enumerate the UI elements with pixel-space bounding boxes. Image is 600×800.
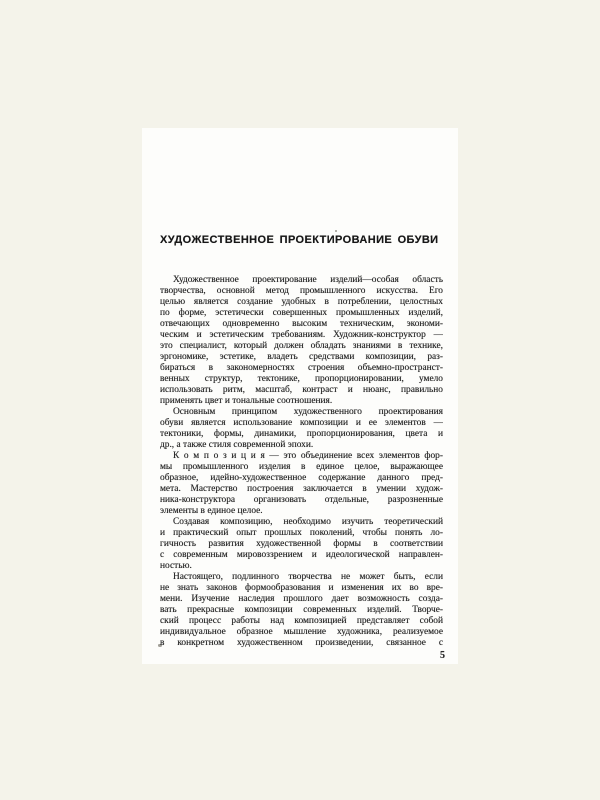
text-line: применять цвет и тональные соотношения.	[160, 396, 333, 406]
text-line: др., а также стиля современной эпохи.	[160, 440, 314, 450]
text-line: мета. Мастерство построения заключается в умении худож-	[160, 484, 443, 494]
paragraph	[160, 275, 443, 407]
scan-artifact-speck	[335, 230, 337, 232]
text-line: отвечающих одновременно высоким техническим, экономи-	[160, 319, 443, 329]
text-line: ский процесс работы над композицией представляет собой	[160, 616, 443, 626]
text-line: бираться в закономерностях строения объемно-пространст-	[160, 363, 443, 373]
paragraph	[160, 517, 443, 572]
chapter-title: ХУДОЖЕСТВЕННОЕ ПРОЕКТИРОВАНИЕ ОБУВИ	[160, 234, 439, 246]
text-line: эргономике, эстетике, владеть средствами композиции, раз-	[160, 352, 443, 362]
text-line: гичность развития художественной формы в соответствии	[160, 539, 443, 549]
text-line: в конкретном художественном произведении, связанное с	[160, 638, 443, 648]
text-line: ностью.	[160, 561, 192, 571]
paragraph	[160, 572, 443, 649]
text-line: обуви является использование композиции и ее элементов —	[160, 418, 443, 428]
text-line: и практический опыт прошлых поколений, чтобы понять ло-	[160, 528, 443, 538]
text-line: Настоящего, подлинного творчества не может быть, если	[173, 572, 443, 582]
text-line: использовать ритм, масштаб, контраст и нюанс, правильно	[160, 385, 443, 395]
text-line: К о м п о з и ц и я — это объединение всех элементов фор-	[173, 451, 443, 461]
text-line: по форме, эстетически совершенных промышленных изделий,	[160, 308, 443, 318]
text-line: это специалист, который должен обладать знаниями в технике,	[160, 341, 443, 351]
text-line: элементы в единое целое.	[160, 506, 263, 516]
text-line: венных структур, тектонике, пропорционировании, умело	[160, 374, 443, 384]
page-number: 5	[440, 650, 445, 661]
text-line: вать прекрасные композиции современных изделий. Творче-	[160, 605, 443, 615]
text-line: творчества, основной метод промышленного искусства. Его	[160, 286, 443, 296]
text-line: с современным мировоззрением и идеологической направлен-	[160, 550, 443, 560]
paragraph	[160, 451, 443, 517]
text-body	[160, 275, 443, 649]
text-line: образное, идейно-художественное содержание данного пред-	[160, 473, 443, 483]
text-line: ника-конструктора организовать отдельные, разрозненные	[160, 495, 443, 505]
text-line: ческим и эстетическим требованиям. Художник-конструктор —	[160, 330, 443, 340]
text-line: не знать законов формообразования и изменения их во вре-	[160, 583, 443, 593]
text-line: тектоники, формы, динамики, пропорционирования, цвета и	[160, 429, 443, 439]
text-line: целью является создание удобных в потреблении, целостных	[160, 297, 443, 307]
text-line: мы промышленного изделия в единое целое, выражающее	[160, 462, 443, 472]
book-page	[142, 128, 458, 664]
paragraph	[160, 407, 443, 451]
text-line: мени. Изучение наследия прошлого дает возможность созда-	[160, 594, 443, 604]
text-line: Основным принципом художественного проектирования	[173, 407, 443, 417]
text-line: Художественное проектирование изделий—особая область	[173, 275, 443, 285]
text-line: Создавая композицию, необходимо изучить теоретический	[173, 517, 443, 527]
text-line: индивидуальное образное мышление художника, реализуемое	[160, 627, 443, 637]
